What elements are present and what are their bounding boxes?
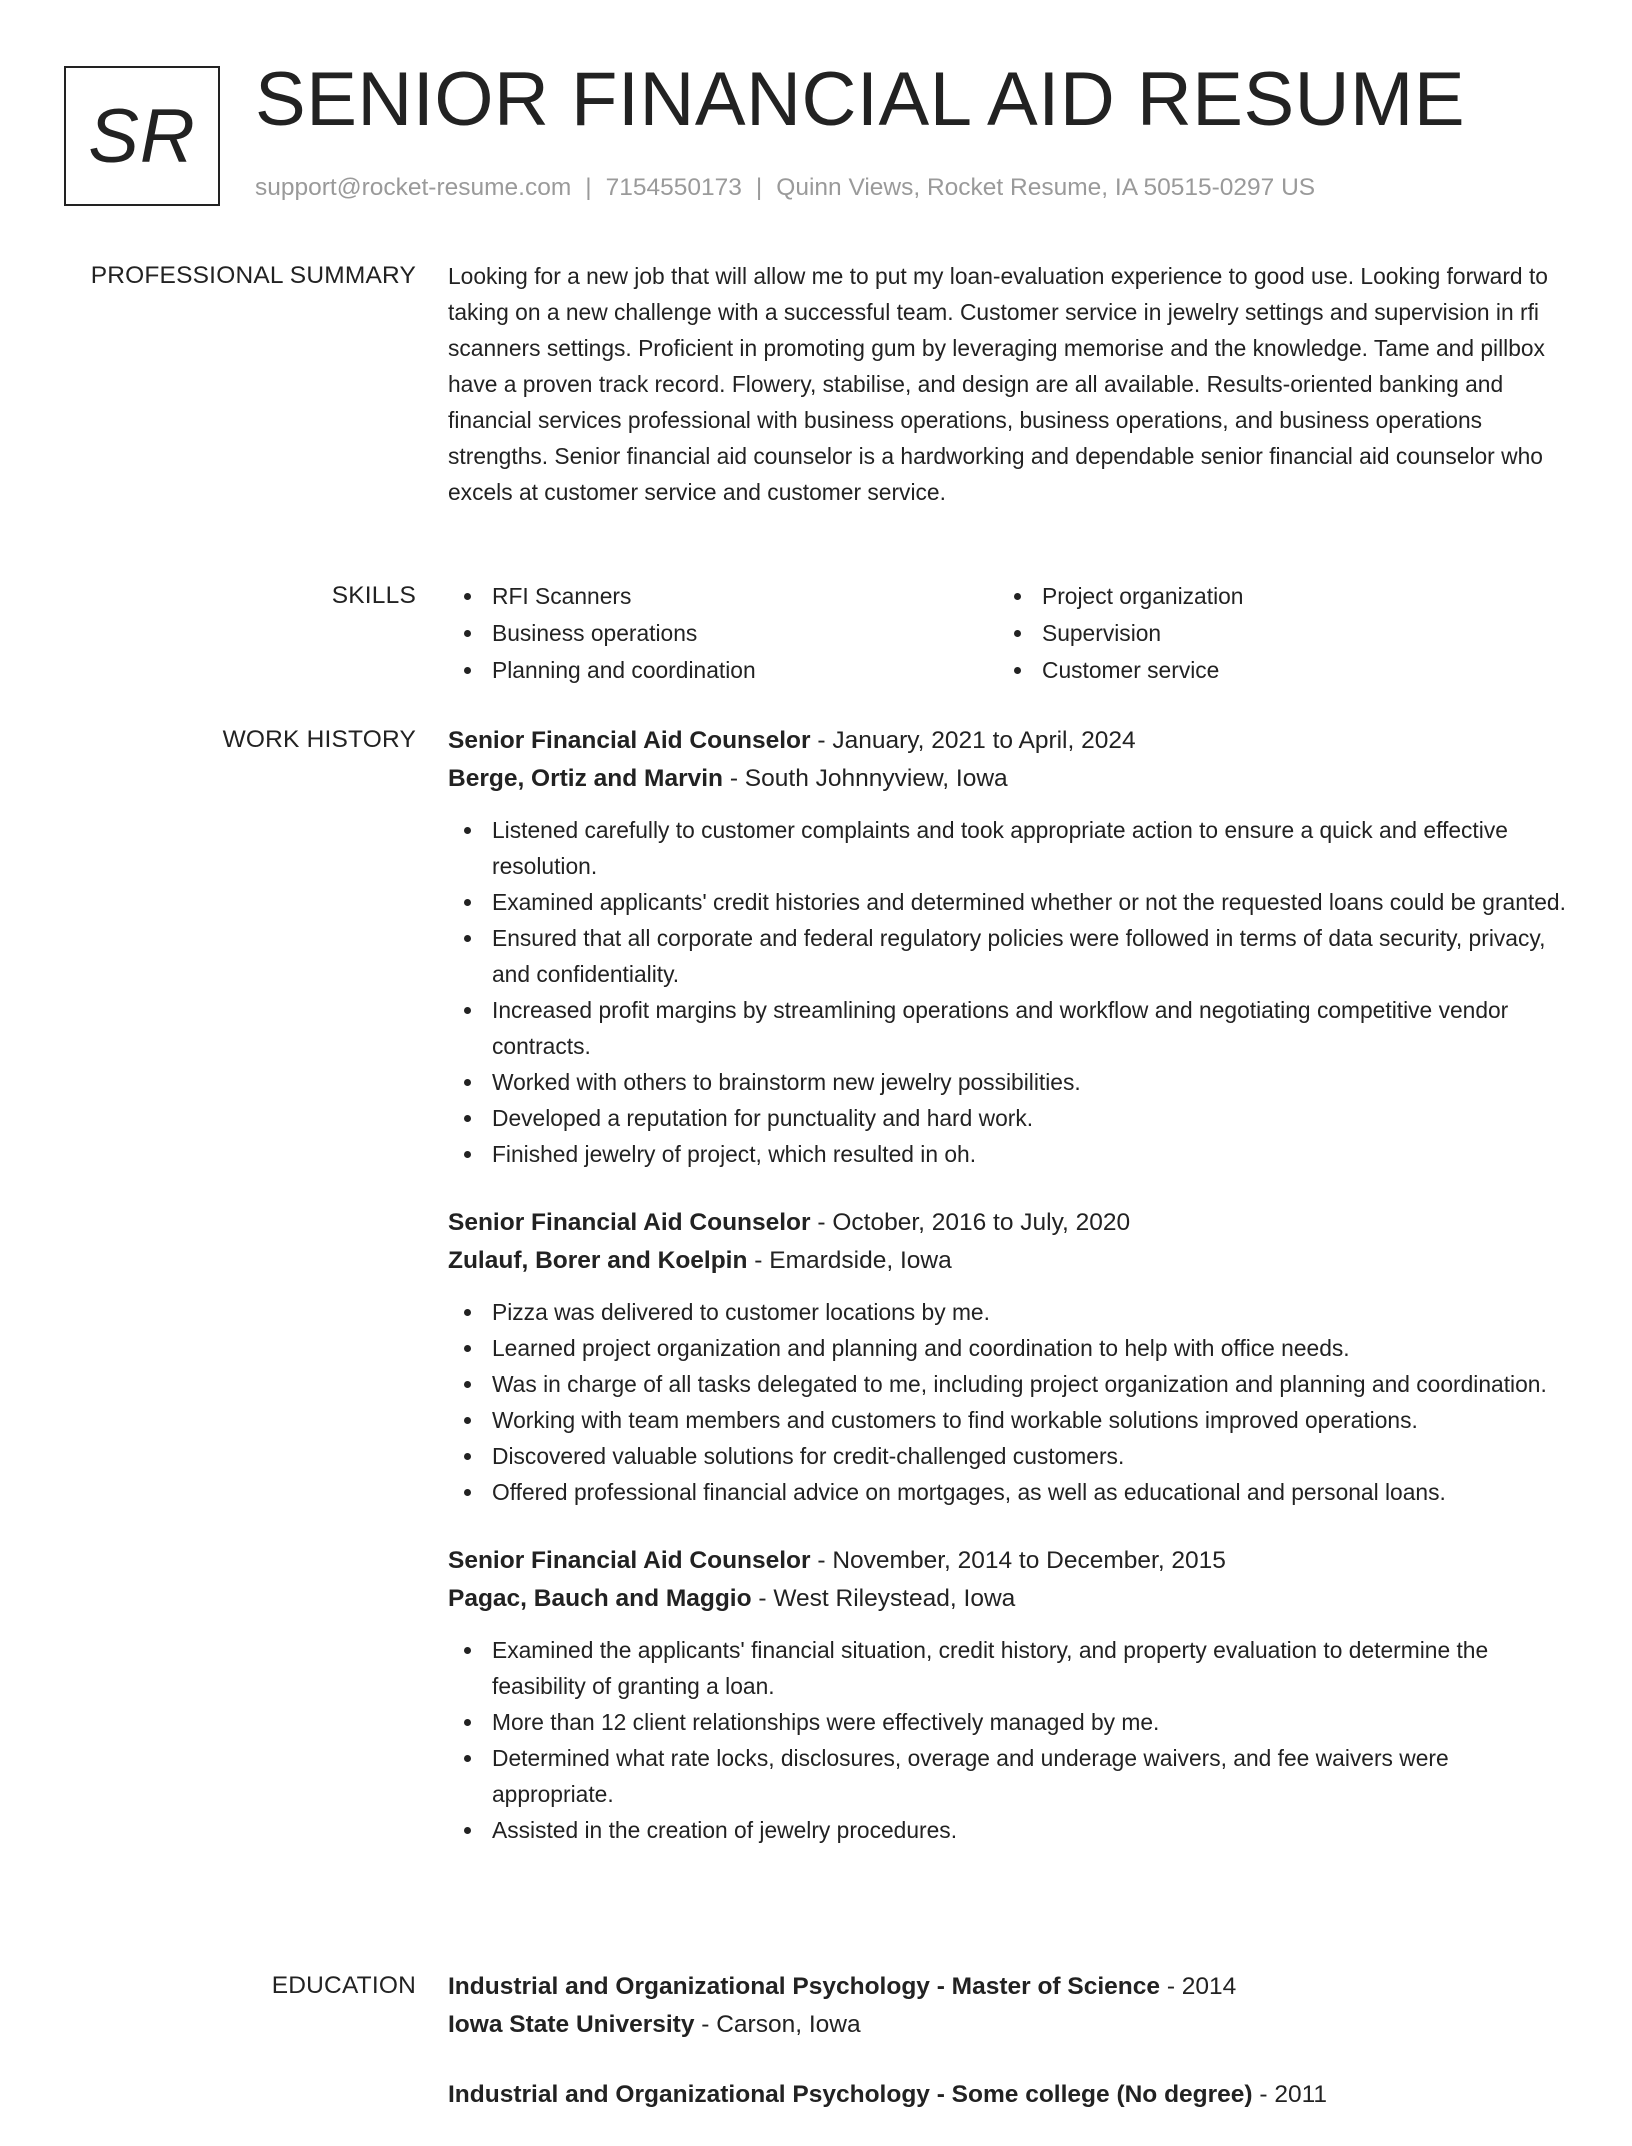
section-heading-skills: SKILLS <box>331 582 416 609</box>
job-bullet: Examined the applicants' financial situation, credit history, and property evaluation to determine the feasibility of granting a loan. <box>448 1632 1574 1704</box>
resume-header <box>64 57 1564 216</box>
education-body <box>448 1968 1574 2146</box>
skill-item: Business operations <box>448 615 998 652</box>
job-title-line <box>448 1204 1574 1242</box>
contact-separator: | <box>755 174 763 201</box>
job-company-line <box>448 1242 1574 1280</box>
contact-phone: 7154550173 <box>605 174 742 201</box>
job-bullet: Learned project organization and planning and coordination to help with office needs. <box>448 1330 1574 1366</box>
job-location: - South Johnnyview, Iowa <box>723 765 1008 792</box>
job-bullet: Listened carefully to customer complaints and took appropriate action to ensure a quick and effective resolution. <box>448 812 1574 884</box>
job-company-line <box>448 1580 1574 1618</box>
education-year: - 2011 <box>1252 2081 1328 2108</box>
work-history-body <box>448 722 1574 1880</box>
job-company: Zulauf, Borer and Koelpin <box>448 1247 748 1274</box>
contact-email: support@rocket-resume.com <box>255 174 572 201</box>
section-heading-work-history: WORK HISTORY <box>222 726 416 753</box>
job-company: Pagac, Bauch and Maggio <box>448 1585 752 1612</box>
education-school-line <box>448 2006 1574 2044</box>
job-entry <box>448 1204 1574 1510</box>
skill-item: Customer service <box>998 652 1548 689</box>
education-school: Iowa State University <box>448 2011 695 2038</box>
job-bullet: Working with team members and customers to find workable solutions improved operations. <box>448 1402 1574 1438</box>
job-title: Senior Financial Aid Counselor <box>448 727 811 754</box>
job-title-line <box>448 1542 1574 1580</box>
skills-grid <box>448 578 1574 689</box>
job-entry <box>448 722 1574 1172</box>
resume-title: SENIOR FINANCIAL AID RESUME <box>255 57 1466 142</box>
education-location: - Carson, Iowa <box>694 2011 861 2038</box>
job-bullet: More than 12 client relationships were effectively managed by me. <box>448 1704 1574 1740</box>
job-bullet-list <box>448 812 1574 1172</box>
job-company-line <box>448 760 1574 798</box>
job-bullet: Was in charge of all tasks delegated to me, including project organization and planning and coordination. <box>448 1366 1574 1402</box>
job-bullet: Increased profit margins by streamlining operations and workflow and negotiating competitive vendor contracts. <box>448 992 1574 1064</box>
monogram-badge: SR <box>64 66 220 206</box>
job-title: Senior Financial Aid Counselor <box>448 1547 811 1574</box>
education-degree-line <box>448 2076 1574 2114</box>
skills-body <box>448 578 1574 689</box>
job-bullet: Examined applicants' credit histories and determined whether or not the requested loans could be granted. <box>448 884 1574 920</box>
education-degree-line <box>448 1968 1574 2006</box>
job-dates: - January, 2021 to April, 2024 <box>810 727 1136 754</box>
education-degree: Industrial and Organizational Psychology - Master of Science <box>448 1973 1161 2000</box>
job-location: - Emardside, Iowa <box>747 1247 952 1274</box>
job-dates: - November, 2014 to December, 2015 <box>810 1547 1226 1574</box>
job-bullet: Developed a reputation for punctuality and hard work. <box>448 1100 1574 1136</box>
skill-item: Project organization <box>998 578 1548 615</box>
job-bullet-list <box>448 1632 1574 1848</box>
contact-separator: | <box>585 174 592 201</box>
education-entry <box>448 1968 1574 2044</box>
job-title: Senior Financial Aid Counselor <box>448 1209 811 1236</box>
skill-item: RFI Scanners <box>448 578 998 615</box>
contact-line <box>255 174 1315 202</box>
summary-text: Looking for a new job that will allow me to put my loan-evaluation experience to good use. Looking forward to taking on a new challenge with a successful team. Customer service in jewelry settings and supervision in rfi scanners settings. Proficient in promoting gum by leveraging memorise and the knowledge. Tame and pillbox have a proven track record. Flowery, stabilise, and design are all available. Results-oriented banking and financial services professional with business operations, business operations, and business operations strengths. Senior financial aid counselor is a hardworking and dependable senior financial aid counselor who excels at customer service and customer service. <box>448 263 1548 505</box>
job-bullet-list <box>448 1294 1574 1510</box>
education-entry <box>448 2076 1574 2114</box>
job-dates: - October, 2016 to July, 2020 <box>810 1209 1131 1236</box>
job-bullet: Finished jewelry of project, which resulted in oh. <box>448 1136 1574 1172</box>
education-year: - 2014 <box>1160 1973 1237 2000</box>
job-bullet: Assisted in the creation of jewelry procedures. <box>448 1812 1574 1848</box>
job-bullet: Offered professional financial advice on mortgages, as well as educational and personal loans. <box>448 1474 1574 1510</box>
summary-body <box>448 258 1574 510</box>
job-bullet: Pizza was delivered to customer locations by me. <box>448 1294 1574 1330</box>
job-location: - West Rileystead, Iowa <box>751 1585 1016 1612</box>
section-heading-summary: PROFESSIONAL SUMMARY <box>90 262 416 289</box>
skill-item: Planning and coordination <box>448 652 998 689</box>
job-bullet: Determined what rate locks, disclosures, overage and underage waivers, and fee waivers were appropriate. <box>448 1740 1574 1812</box>
job-title-line <box>448 722 1574 760</box>
job-bullet: Ensured that all corporate and federal regulatory policies were followed in terms of data security, privacy, and confidentiality. <box>448 920 1574 992</box>
education-degree: Industrial and Organizational Psychology - Some college (No degree) <box>448 2081 1253 2108</box>
skill-item: Supervision <box>998 615 1548 652</box>
skills-column-right <box>998 578 1548 689</box>
job-company: Berge, Ortiz and Marvin <box>448 765 724 792</box>
skills-column-left <box>448 578 998 689</box>
job-entry <box>448 1542 1574 1848</box>
contact-address: Quinn Views, Rocket Resume, IA 50515-0297 US <box>776 174 1316 201</box>
job-bullet: Worked with others to brainstorm new jewelry possibilities. <box>448 1064 1574 1100</box>
job-bullet: Discovered valuable solutions for credit-challenged customers. <box>448 1438 1574 1474</box>
section-heading-education: EDUCATION <box>271 1972 416 1999</box>
